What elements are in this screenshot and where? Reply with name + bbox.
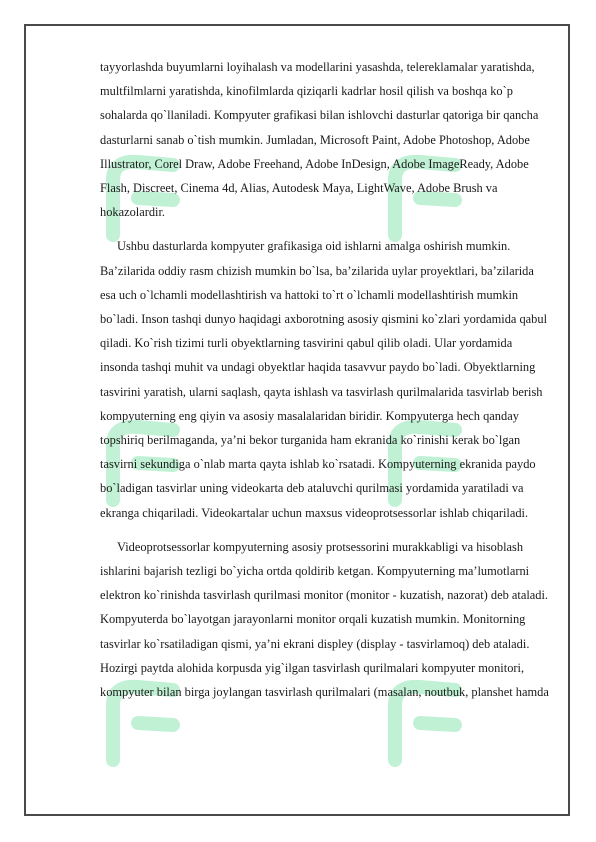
paragraph: Videoprotsessorlar kompyuterning asosiy protsessorini murakkabligi va hisoblash ishlarini bajarish tezligi bo`yicha ortda qoldirib ketgan. Kompyuterning ma’lumotlarni elektron ko`rinishda tasvirlash qurilmasi monitor (monitor - kuzatish, nazorat) deb ataladi. Kompyuterda bo`layotgan jarayonlarni monitor orqali kuzatish mumkin. Monitorning tasvirlar ko`rsatiladigan qismi, ya’ni ekrani displey (display - tasvirlamoq) deb ataladi. Hozirgi paytda alohida korpusda yig`ilgan tasvirlash qurilmalari kompyuter monitori, kompyuter bilan birga joylangan tasvirlash qurilmalari (masalan, noutbuk, planshet hamda (100, 539, 549, 700)
paragraph: tayyorlashda buyumlarni loyihalash va modellarini yasashda, telereklamalar yaratishda, multfilmlarni yaratishda, kinofilmlarda qiziqarli kadrlar hosil qilish va boshqa ko`p sohalarda qo`llaniladi. Kompyuter grafikasi bilan ishlovchi dasturlar qatoriga bir qancha dasturlarni sanab o`tish mumkin. Jumladan, Microsoft Paint, Adobe Photoshop, Adobe Illustrator, Corel Draw, Adobe Freehand, Adobe InDesign, Adobe ImageReady, Adobe Flash, Discreet, Cinema 4d, Alias, Autodesk Maya, LightWave, Adobe Brush va hokazolardir. (100, 60, 539, 220)
document-body (100, 55, 552, 704)
paragraph: Ushbu dasturlarda kompyuter grafikasiga oid ishlarni amalga oshirish mumkin. Ba’zilarida oddiy rasm chizish mumkin bo`lsa, ba’zilarida uylar proyektlari, ba’zilarida esa uch o`lchamli modellashtirish va hattoki to`rt o`lchamli modellashtirish mumkin bo`ladi. Inson tashqi dunyo haqidagi axborotning asosiy qismini ko`zlari yordamida qabul qiladi. Ko`rish tizimi turli obyektlarning tasvirini qabul qilib oladi. Ular yordamida insonda tashqi muhit va undagi obyektlar haqida tasavvur paydo bo`ladi. Obyektlarning tasvirini yaratish, ularni saqlash, qayta ishlash va tasvirlash qurilmalarida tasvirlab berish kompyuterning eng qiyin va asosiy masalalaridan biridir. Kompyuterga hech qanday topshiriq berilmaganda, ya’ni bekor turganida ham ekranida ko`rinishi kerak bo`lgan tasvirni sekundiga o`nlab marta qayta ishlab ko`rsatadi. Kompyuterning ekranida paydo bo`ladigan tasvirlar uning videokarta deb ataluvchi qurilmasi yordamida yaratiladi va ekranga chiqariladi. Videokartalar uchun maxsus videoprotsessorlar ishlab chiqariladi. (100, 239, 548, 520)
